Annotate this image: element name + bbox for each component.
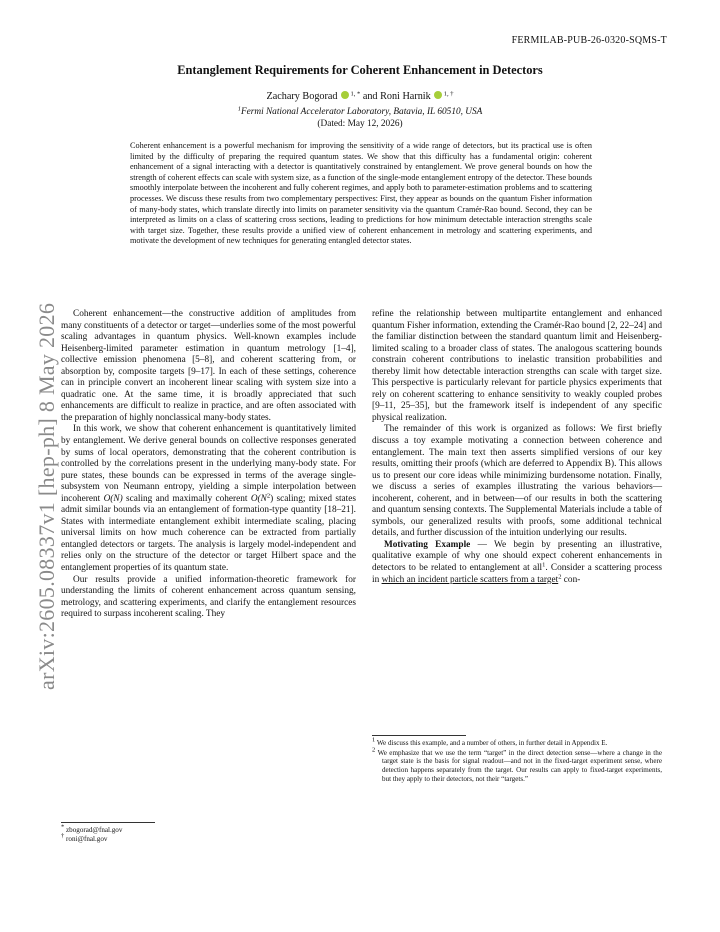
paper-title: Entanglement Requirements for Coherent Enhancement in Detectors [177,63,543,77]
footnote-mark: † [61,832,65,840]
author-name: Zachary Bogorad [266,91,338,102]
section-heading: Motivating Example [384,539,471,550]
body-paragraph [61,424,356,574]
math-expression: O(N [250,493,267,504]
footnote-email [61,832,356,844]
math-expression: O(N) [103,493,123,504]
date-line: (Dated: May 12, 2026) [317,119,403,129]
affiliation [0,107,720,117]
footnotes-right [372,735,662,785]
orcid-icon[interactable] [434,91,442,99]
email-link[interactable]: roni@fnal.gov [66,834,108,843]
footnote-text: We discuss this example, and a number of others, in further detail in Appendix E. [376,739,608,747]
body-paragraph [372,540,662,586]
footnote-text: We emphasize that we use the term “target” in the direct detection sense—where a change in the target state is the basis for signal readout—and not in the fixed-target experiment sense, where detection happens separately from the target. Our results can apply to fixed-target experiments, but they apply to their detectors, not their “targets.” [377,748,662,783]
right-column [372,309,662,586]
text-run: — We begin by presenting an illustrative, qualitative example of why one should expect coherent enhancements in detectors to be related to entanglement at all [372,539,663,574]
footnote-mark: 1 [372,736,376,744]
text-run: scaling and maximally coherent [122,493,251,504]
footnote [372,736,662,748]
arxiv-identifier-stamp: arXiv:2605.08337v1 [hep-ph] 8 May 2026 [34,302,59,690]
footnotes-left [61,822,356,843]
abstract: Coherent enhancement is a powerful mechanism for improving the sensitivity of a wide range of detectors, but its practical use is often limited by the difficulty of preparing the required quantum states. We show that this difficulty has a fundamental origin: coherent enhancement of a signal interacting with a detector is quantitatively constrained by entanglement. We prove general bounds on how the strength of coherent effects can scale with system size, as a function of the single-mode entanglement entropy of the detector. These bounds smoothly interpolate between the incoherent and fully coherent regimes, and apply both to parameter-estimation problems and to scattering processes. We discuss these results from two complementary perspectives: First, they appear as bounds on the quantum Fisher information of many-body states, which translate directly into limits on parameter sensitivity via the quantum Cramér-Rao bound. Second, they can be interpreted as limits on a class of scattering cross sections, leading to predictions for how minimum detectable interaction strengths scale with target size. Together, these results provide a unified view of coherent enhancement in metrology and scattering experiments, and motivate the development of new techniques for generating entangled detector states. [130,141,592,246]
body-paragraph: refine the relationship between multipartite entanglement and enhanced quantum Fisher information, extending the Cramér-Rao bound [2, 22–24] and the familiar distinction between the standard quantum limit and Heisenberg-limited scaling to a broader class of states. The analogous scattering bounds constrain coherent contributions to inelastic transition probabilities and thereby limit how detectable interaction strengths can scale with target size. This perspective is particularly relevant for particle physics experiments that rely on coherent scattering to enhance sensitivity to weakly coupled probes [9–11, 25–35], but the framework itself is independent of any specific physical realization. [372,309,662,423]
email-link[interactable]: zbogorad@fnal.gov [66,826,123,834]
author-affiliation-mark: 1, † [443,90,454,98]
author-name: Roni Harnik [380,91,431,102]
footnote-rule [61,822,155,823]
footnote [372,746,662,784]
text-run: ) scaling; mixed states admit similar bounds via an entanglement of formation-type quantity [18–21]. States with intermediate entanglement exhibit intermediate scaling, placing universal limits on how much coherence can be extracted from partially entangled detectors or targets. The analysis is largely model-independent and relies only on the structure of the detector or target Hilbert space and the entanglement properties of its quantum state. [61,493,356,574]
report-number: FERMILAB-PUB-26-0320-SQMS-T [511,35,667,46]
author-affiliation-mark: 1, * [350,90,361,98]
body-paragraph: Coherent enhancement—the constructive addition of amplitudes from many constituents of a detector or target—underlies some of the most powerful scaling advantages in quantum physics. Well-known examples include Heisenberg-limited parameter estimation in quantum metrology [1–4], collective emission phenomena [5–8], and coherent scattering from, or absorption by, composite targets [9–17]. In each of these settings, coherence can in principle convert an incoherent linear scaling with system size into a quadratic one. At the same time, it is broadly appreciated that such enhancements are difficult to realize in practice, and are often associated with the preparation of highly nonclassical many-body states. [61,309,356,423]
footnote-rule [372,735,466,736]
body-paragraph: The remainder of this work is organized as follows: We first briefly discuss a toy example motivating a connection between coherence and entanglement. The main text then asserts simplified versions of our key results, omitting their proofs (which are deferred to Appendix B). This allows us to present our core ideas while minimizing burdensome notation. Finally, we discuss a series of examples illustrating the various behaviors—incoherent, coherent, and in between—of our results in both the scattering and quantum sensing contexts. The Supplemental Materials include a table of symbols, our generalized results with proofs, some additional technical details, and further discussion of the intuition underlying our results. [372,424,662,539]
author-list [0,91,720,102]
text-run: con- [561,574,581,585]
affiliation-mark: 1 [237,105,241,113]
math-exponent: 2 [266,492,271,500]
orcid-icon[interactable] [341,91,349,99]
footnote-mark[interactable]: 2 [558,573,562,581]
footnote-mark[interactable]: 1 [542,561,546,569]
underlined-text: which an incident particle scatters from a target [381,574,559,585]
text-run: . Consider a scattering process in [372,563,663,585]
footnote-mark: 2 [372,746,376,754]
author-conjunction: and [362,91,378,102]
text-run: In this work, we show that coherent enhancement is quantitatively limited by entanglement. We derive general bounds on collective responses generated by sums of local operators, demonstrating that the coherent contribution is controlled by the correlations present in the underlying many-body state. For pure states, these bounds can be expressed in terms of the average single-subsystem von Neumann entropy, yielding a simple interpolation between incoherent [61,424,356,504]
affiliation-text: Fermi National Accelerator Laboratory, Batavia, IL 60510, USA [240,107,483,117]
left-column [61,309,356,621]
body-paragraph: Our results provide a unified information-theoretic framework for understanding the limits of coherent enhancement across quantum sensing, metrology, and scattering experiments, and clarify the entanglement resources required to surpass incoherent scaling. They [61,574,356,620]
footnote-mark: * [61,823,65,831]
footnote-email [61,823,356,835]
